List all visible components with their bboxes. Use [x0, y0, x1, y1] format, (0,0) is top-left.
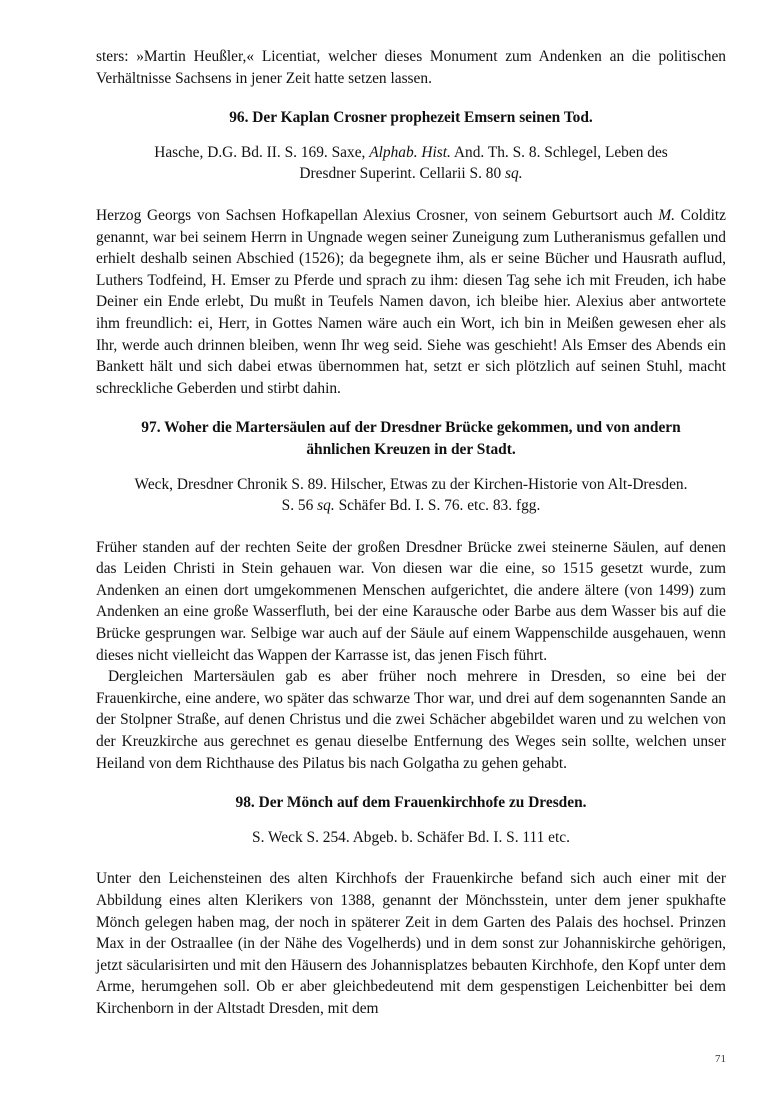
- section-98-heading: 98. Der Mönch auf dem Frauenkirchhofe zu Dresden.: [235, 794, 587, 812]
- source-text: Hasche, D.G. Bd. II. S. 169. Saxe,: [154, 143, 370, 161]
- section-98-paragraph: Unter den Leichensteinen des alten Kirchhofs der Frauenkirche befand sich auch einer mit der Abbildung eines alten Klerikers von 1388, genannt der Mönchsstein, unter dem jener spukhafte Mönch gelegen haben mag, der noch in späterer Zeit in dem Garten des Palais des hochsel. Prinzen Max in der Ostraallee (in der Nähe des Vogelherds) und in dem sonst zur Johanniskirche gehörigen, jetzt säcularisirten und mit den Häusern des Johannisplatzes bebauten Kirchhofe, den Kopf unter dem Arme, herumgehen soll. Ob er aber gleichbedeutend mit dem gespenstigen Leichenbitter bei dem Kirchenborn in der Altstadt Dresden, mit dem: [96, 870, 726, 1017]
- source-italic: sq.: [505, 165, 523, 183]
- section-97-paragraph-2: Dergleichen Martersäulen gab es aber früher noch mehrere in Dresden, so eine bei der Frauenkirche, eine andere, wo später das schwarze Thor war, und drei auf dem sogenannten Sande an der Stolpner Straße, auf denen Christus und die zwei Schächer abgebildet waren und zu welchen von der Kreuzkirche aus gerechnet es genau dieselbe Entfernung des Weges sein sollte, welchen unser Heiland von dem Richthause des Pilatus bis nach Golgatha zu gehen gehabt.: [96, 668, 726, 772]
- section-96-source: [96, 142, 726, 185]
- source-text: Weck, Dresdner Chronik S. 89. Hilscher, Etwas zu der Kirchen-Historie von Alt-Dresden.: [134, 475, 688, 493]
- heading-line: ähnlichen Kreuzen in der Stadt.: [306, 440, 516, 458]
- source-text: S. 56: [281, 497, 318, 515]
- source-text: Dresdner Superint. Cellarii S. 80: [299, 165, 506, 183]
- paragraph-text: Colditz genannt, war bei seinem Herrn in Ungnade wegen seiner Zuneigung zum Lutheranismus gefallen und erhielt deshalb seinen Abschied (1526); da begegnete ihm, als er seine Bücher und Hausrath auflud, Luthers Todfeind, H. Emser zu Pferde und sprach zu ihm: diesen Tag sehe ich mit Freuden, ich habe Deiner ein Ende erlebt, Du mußt in Teufels Namen davon, ich bleibe hier. Alexius aber antwortete ihm freundlich: ei, Herr, in Gottes Namen wäre auch ein Wort, ich bin in Meißen gewesen eher als Ihr, werde auch drinnen bleiben, wenn Ihr weg seid. Siehe was geschieht! Als Emser des Abends ein Bankett hält und sich dabei etwas übernommen hat, setzt er sich plötzlich auf seinen Stuhl, macht schreckliche Geberden und stirbt dahin.: [96, 206, 727, 397]
- paragraph-text: Herzog Georgs von Sachsen Hofkapellan Alexius Crosner, von seinem Geburtsort auch: [96, 206, 659, 224]
- intro-paragraph: sters: »Martin Heußler,« Licentiat, welcher dieses Monument zum Andenken an die politischen Verhältnisse Sachsens in jener Zeit hatte setzen lassen.: [96, 48, 726, 87]
- source-italic: sq.: [317, 497, 335, 515]
- page-number: 71: [715, 1053, 726, 1065]
- paragraph-italic: M.: [658, 206, 675, 224]
- section-97-heading: [96, 417, 726, 460]
- section-96-heading: 96. Der Kaplan Crosner prophezeit Emsern seinen Tod.: [229, 109, 593, 127]
- section-97-paragraph-1: Früher standen auf der rechten Seite der großen Dresdner Brücke zwei steinerne Säulen, auf denen das Leiden Christi in Stein gehauen war. Von diesen war die eine, so 1515 gesetzt wurde, zum Andenken an einen dort umgekommenen Menschen aufgerichtet, die andere ältere (von 1499) zum Andenken an eine große Wasserfluth, bei der eine Karausche oder Barbe aus dem Wasser bis auf die Brücke gesprungen war. Selbige war auch auf der Säule auf einem Wappenschilde ausgehauen, wenn dieses nicht vielleicht das Wappen der Karrasse ist, das jenen Fisch führt.: [96, 538, 726, 664]
- section-97-source: [96, 474, 726, 517]
- section-98-source: S. Weck S. 254. Abgeb. b. Schäfer Bd. I. S. 111 etc.: [252, 828, 570, 846]
- page-body: [96, 46, 726, 1020]
- source-text: Schäfer Bd. I. S. 76. etc. 83. fgg.: [334, 497, 541, 515]
- source-italic: Alphab. Hist.: [369, 143, 451, 161]
- section-96-paragraph: [96, 205, 726, 399]
- heading-line: 97. Woher die Martersäulen auf der Dresdner Brücke gekommen, und von andern: [141, 419, 681, 437]
- source-text: And. Th. S. 8. Schlegel, Leben des: [450, 143, 668, 161]
